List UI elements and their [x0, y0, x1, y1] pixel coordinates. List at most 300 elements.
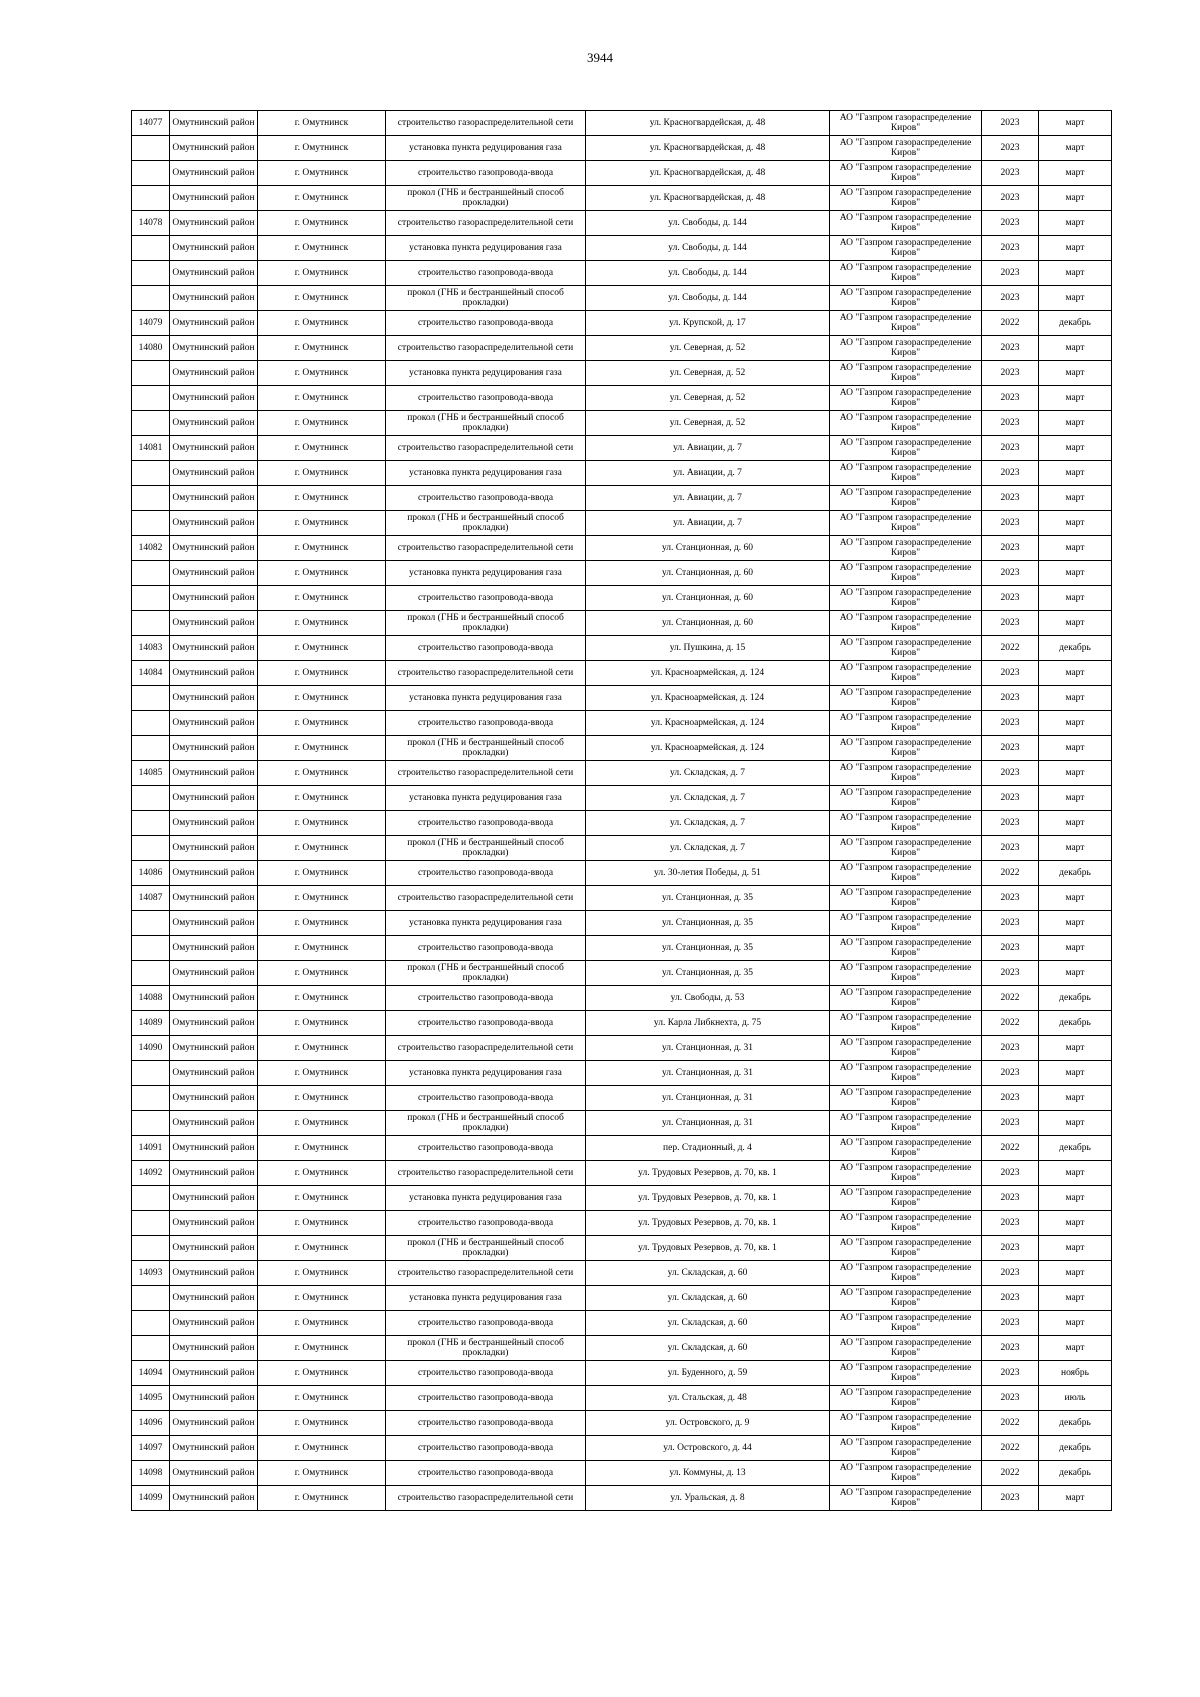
district-cell-text: Омутнинский район — [172, 518, 255, 528]
town-cell — [258, 186, 386, 211]
year-cell-text: 2023 — [1000, 693, 1020, 703]
year-cell-text: 2023 — [1000, 668, 1020, 678]
address-cell — [586, 886, 830, 911]
town-cell — [258, 1111, 386, 1136]
district-cell — [170, 786, 258, 811]
work-type-cell-text: установка пункта редуцирования газа — [409, 143, 562, 153]
table-row — [132, 1061, 1112, 1086]
organization-cell-text: АО "Газпром газораспределение Киров" — [839, 1338, 972, 1358]
record-number-text: 14093 — [138, 1268, 163, 1278]
year-cell — [982, 711, 1039, 736]
year-cell — [982, 386, 1039, 411]
month-cell — [1039, 836, 1112, 861]
organization-cell-text: АО "Газпром газораспределение Киров" — [839, 913, 972, 933]
table-row — [132, 411, 1112, 436]
district-cell — [170, 111, 258, 136]
month-cell — [1039, 711, 1112, 736]
address-cell-text: ул. Станционная, д. 35 — [661, 893, 754, 903]
town-cell — [258, 111, 386, 136]
organization-cell — [830, 361, 982, 386]
address-cell — [586, 1461, 830, 1486]
work-type-cell-text: строительство газопровода-ввода — [417, 1393, 554, 1403]
organization-cell-text: АО "Газпром газораспределение Киров" — [839, 213, 972, 233]
year-cell-text: 2023 — [1000, 218, 1020, 228]
district-cell-text: Омутнинский район — [172, 993, 255, 1003]
record-number — [132, 536, 170, 561]
district-cell — [170, 1161, 258, 1186]
table-row — [132, 586, 1112, 611]
year-cell — [982, 361, 1039, 386]
record-number — [132, 111, 170, 136]
address-cell — [586, 111, 830, 136]
record-number — [132, 286, 170, 311]
district-cell — [170, 1261, 258, 1286]
address-cell — [586, 311, 830, 336]
record-number — [132, 486, 170, 511]
town-cell — [258, 661, 386, 686]
organization-cell — [830, 1311, 982, 1336]
record-number — [132, 1111, 170, 1136]
organization-cell-text: АО "Газпром газораспределение Киров" — [839, 638, 972, 658]
month-cell-text: декабрь — [1059, 643, 1091, 653]
town-cell — [258, 261, 386, 286]
work-type-cell-text: строительство газораспределительной сети — [397, 543, 574, 553]
district-cell-text: Омутнинский район — [172, 1193, 255, 1203]
month-cell — [1039, 986, 1112, 1011]
table-row — [132, 236, 1112, 261]
town-cell-text: г. Омутнинск — [294, 268, 349, 278]
year-cell-text: 2022 — [1000, 1468, 1020, 1478]
district-cell — [170, 886, 258, 911]
district-cell-text: Омутнинский район — [172, 918, 255, 928]
town-cell — [258, 611, 386, 636]
district-cell-text: Омутнинский район — [172, 1218, 255, 1228]
work-type-cell — [386, 411, 586, 436]
town-cell-text: г. Омутнинск — [294, 168, 349, 178]
town-cell — [258, 1336, 386, 1361]
district-cell-text: Омутнинский район — [172, 868, 255, 878]
address-cell — [586, 661, 830, 686]
year-cell — [982, 936, 1039, 961]
work-type-cell-text: прокол (ГНБ и бестраншейный способ прокладки) — [407, 838, 564, 858]
organization-cell-text: АО "Газпром газораспределение Киров" — [839, 1413, 972, 1433]
table-row — [132, 286, 1112, 311]
district-cell-text: Омутнинский район — [172, 618, 255, 628]
town-cell — [258, 1161, 386, 1186]
town-cell-text: г. Омутнинск — [294, 1243, 349, 1253]
month-cell-text: декабрь — [1059, 1418, 1091, 1428]
town-cell — [258, 911, 386, 936]
table-row — [132, 611, 1112, 636]
year-cell-text: 2023 — [1000, 568, 1020, 578]
organization-cell-text: АО "Газпром газораспределение Киров" — [839, 113, 972, 133]
work-type-cell — [386, 1336, 586, 1361]
year-cell-text: 2023 — [1000, 543, 1020, 553]
record-number-text: 14094 — [138, 1368, 163, 1378]
record-number — [132, 1011, 170, 1036]
district-cell-text: Омутнинский район — [172, 268, 255, 278]
work-type-cell — [386, 1211, 586, 1236]
address-cell-text: ул. Красногвардейская, д. 48 — [649, 193, 766, 203]
town-cell-text: г. Омутнинск — [294, 1018, 349, 1028]
town-cell — [258, 586, 386, 611]
work-type-cell — [386, 1236, 586, 1261]
town-cell-text: г. Омутнинск — [294, 593, 349, 603]
record-number — [132, 936, 170, 961]
month-cell-text: март — [1065, 918, 1085, 928]
district-cell — [170, 411, 258, 436]
year-cell — [982, 1311, 1039, 1336]
district-cell-text: Омутнинский район — [172, 1243, 255, 1253]
month-cell — [1039, 936, 1112, 961]
year-cell-text: 2023 — [1000, 1368, 1020, 1378]
table-row — [132, 1236, 1112, 1261]
town-cell-text: г. Омутнинск — [294, 1443, 349, 1453]
town-cell — [258, 636, 386, 661]
town-cell-text: г. Омутнинск — [294, 1168, 349, 1178]
address-cell — [586, 986, 830, 1011]
year-cell-text: 2023 — [1000, 1168, 1020, 1178]
town-cell — [258, 811, 386, 836]
table-row — [132, 761, 1112, 786]
address-cell-text: ул. Крупской, д. 17 — [669, 318, 746, 328]
organization-cell — [830, 736, 982, 761]
month-cell-text: март — [1065, 1493, 1085, 1503]
town-cell — [258, 986, 386, 1011]
record-number-text: 14089 — [138, 1018, 163, 1028]
work-type-cell — [386, 1361, 586, 1386]
work-type-cell — [386, 211, 586, 236]
year-cell — [982, 886, 1039, 911]
town-cell — [258, 686, 386, 711]
organization-cell — [830, 1111, 982, 1136]
record-number — [132, 661, 170, 686]
record-number-text: 14091 — [138, 1143, 163, 1153]
year-cell — [982, 536, 1039, 561]
town-cell-text: г. Омутнинск — [294, 343, 349, 353]
month-cell-text: март — [1065, 143, 1085, 153]
record-number-text: 14082 — [138, 543, 163, 553]
organization-cell — [830, 111, 982, 136]
year-cell — [982, 1461, 1039, 1486]
address-cell-text: ул. Северная, д. 52 — [669, 343, 746, 353]
work-type-cell-text: установка пункта редуцирования газа — [409, 793, 562, 803]
year-cell-text: 2023 — [1000, 1118, 1020, 1128]
organization-cell — [830, 161, 982, 186]
town-cell — [258, 436, 386, 461]
month-cell-text: март — [1065, 743, 1085, 753]
work-type-cell-text: строительство газораспределительной сети — [397, 1168, 574, 1178]
organization-cell-text: АО "Газпром газораспределение Киров" — [839, 438, 972, 458]
address-cell-text: ул. Складская, д. 60 — [667, 1318, 748, 1328]
address-cell-text: ул. Авиации, д. 7 — [673, 493, 742, 503]
work-type-cell — [386, 886, 586, 911]
district-cell — [170, 1436, 258, 1461]
address-cell-text: ул. Складская, д. 7 — [670, 768, 745, 778]
record-number — [132, 1286, 170, 1311]
record-number-text: 14085 — [138, 768, 163, 778]
organization-cell — [830, 836, 982, 861]
address-cell — [586, 236, 830, 261]
address-cell — [586, 486, 830, 511]
district-cell-text: Омутнинский район — [172, 1168, 255, 1178]
address-cell-text: ул. Станционная, д. 35 — [661, 943, 754, 953]
address-cell-text: ул. Островского, д. 9 — [665, 1418, 750, 1428]
organization-cell-text: АО "Газпром газораспределение Киров" — [839, 788, 972, 808]
address-cell — [586, 461, 830, 486]
table-row — [132, 661, 1112, 686]
month-cell — [1039, 1411, 1112, 1436]
organization-cell — [830, 1186, 982, 1211]
work-type-cell — [386, 711, 586, 736]
district-cell — [170, 661, 258, 686]
year-cell-text: 2023 — [1000, 1218, 1020, 1228]
address-cell — [586, 1411, 830, 1436]
district-cell — [170, 1011, 258, 1036]
district-cell — [170, 1061, 258, 1086]
table-row — [132, 636, 1112, 661]
address-cell-text: ул. Пушкина, д. 15 — [669, 643, 746, 653]
work-type-cell-text: строительство газопровода-ввода — [417, 1318, 554, 1328]
year-cell-text: 2023 — [1000, 718, 1020, 728]
month-cell-text: декабрь — [1059, 1443, 1091, 1453]
month-cell-text: март — [1065, 568, 1085, 578]
organization-cell — [830, 1261, 982, 1286]
district-cell-text: Омутнинский район — [172, 718, 255, 728]
town-cell-text: г. Омутнинск — [294, 843, 349, 853]
organization-cell — [830, 786, 982, 811]
district-cell — [170, 1361, 258, 1386]
organization-cell-text: АО "Газпром газораспределение Киров" — [839, 1013, 972, 1033]
year-cell — [982, 161, 1039, 186]
year-cell — [982, 336, 1039, 361]
work-type-cell-text: строительство газопровода-ввода — [417, 593, 554, 603]
work-type-cell-text: установка пункта редуцирования газа — [409, 1293, 562, 1303]
town-cell-text: г. Омутнинск — [294, 218, 349, 228]
work-type-cell-text: строительство газораспределительной сети — [397, 118, 574, 128]
address-cell-text: ул. Уральская, д. 8 — [670, 1493, 745, 1503]
work-type-cell-text: строительство газораспределительной сети — [397, 1268, 574, 1278]
year-cell-text: 2023 — [1000, 518, 1020, 528]
address-cell-text: ул. Складская, д. 7 — [670, 843, 745, 853]
town-cell — [258, 886, 386, 911]
district-cell — [170, 336, 258, 361]
month-cell-text: март — [1065, 343, 1085, 353]
work-type-cell — [386, 836, 586, 861]
month-cell-text: март — [1065, 1243, 1085, 1253]
record-number — [132, 461, 170, 486]
work-type-cell-text: установка пункта редуцирования газа — [409, 568, 562, 578]
work-type-cell-text: строительство газораспределительной сети — [397, 1493, 574, 1503]
organization-cell — [830, 1136, 982, 1161]
year-cell — [982, 1486, 1039, 1511]
work-type-cell — [386, 1186, 586, 1211]
work-type-cell-text: прокол (ГНБ и бестраншейный способ прокладки) — [407, 613, 564, 633]
organization-cell-text: АО "Газпром газораспределение Киров" — [839, 1088, 972, 1108]
record-number-text: 14096 — [138, 1418, 163, 1428]
address-cell — [586, 386, 830, 411]
work-type-cell — [386, 686, 586, 711]
organization-cell — [830, 661, 982, 686]
month-cell-text: март — [1065, 818, 1085, 828]
table-row — [132, 561, 1112, 586]
town-cell — [258, 1386, 386, 1411]
work-type-cell — [386, 236, 586, 261]
year-cell — [982, 961, 1039, 986]
district-cell-text: Омутнинский район — [172, 1093, 255, 1103]
town-cell — [258, 1436, 386, 1461]
town-cell-text: г. Омутнинск — [294, 243, 349, 253]
month-cell-text: декабрь — [1059, 1143, 1091, 1153]
address-cell — [586, 511, 830, 536]
work-type-cell — [386, 261, 586, 286]
table-row — [132, 936, 1112, 961]
address-cell-text: ул. Свободы, д. 144 — [668, 218, 747, 228]
address-cell-text: ул. Складская, д. 60 — [667, 1293, 748, 1303]
district-cell-text: Омутнинский район — [172, 1368, 255, 1378]
town-cell-text: г. Омутнинск — [294, 693, 349, 703]
year-cell-text: 2022 — [1000, 1018, 1020, 1028]
district-cell — [170, 811, 258, 836]
work-type-cell-text: прокол (ГНБ и бестраншейный способ прокладки) — [407, 513, 564, 533]
table-row — [132, 1136, 1112, 1161]
organization-cell-text: АО "Газпром газораспределение Киров" — [839, 1488, 972, 1508]
organization-cell — [830, 611, 982, 636]
year-cell — [982, 1161, 1039, 1186]
town-cell-text: г. Омутнинск — [294, 1143, 349, 1153]
work-type-cell-text: установка пункта редуцирования газа — [409, 918, 562, 928]
year-cell-text: 2023 — [1000, 743, 1020, 753]
district-cell — [170, 711, 258, 736]
town-cell-text: г. Омутнинск — [294, 718, 349, 728]
record-number — [132, 236, 170, 261]
year-cell-text: 2023 — [1000, 1493, 1020, 1503]
year-cell-text: 2023 — [1000, 243, 1020, 253]
address-cell — [586, 1186, 830, 1211]
district-cell — [170, 1461, 258, 1486]
year-cell — [982, 686, 1039, 711]
record-number — [132, 836, 170, 861]
work-type-cell — [386, 1261, 586, 1286]
record-number — [132, 586, 170, 611]
year-cell — [982, 986, 1039, 1011]
record-number — [132, 311, 170, 336]
district-cell — [170, 211, 258, 236]
address-cell — [586, 1136, 830, 1161]
district-cell — [170, 1336, 258, 1361]
month-cell — [1039, 1461, 1112, 1486]
organization-cell-text: АО "Газпром газораспределение Киров" — [839, 938, 972, 958]
record-number-text: 14090 — [138, 1043, 163, 1053]
work-type-cell — [386, 511, 586, 536]
district-cell — [170, 461, 258, 486]
work-type-cell-text: прокол (ГНБ и бестраншейный способ прокладки) — [407, 413, 564, 433]
record-number — [132, 711, 170, 736]
year-cell-text: 2023 — [1000, 268, 1020, 278]
year-cell-text: 2023 — [1000, 893, 1020, 903]
month-cell — [1039, 1286, 1112, 1311]
district-cell — [170, 961, 258, 986]
address-cell — [586, 811, 830, 836]
month-cell — [1039, 536, 1112, 561]
table-row — [132, 536, 1112, 561]
organization-cell-text: АО "Газпром газораспределение Киров" — [839, 1113, 972, 1133]
district-cell — [170, 1211, 258, 1236]
address-cell — [586, 761, 830, 786]
town-cell-text: г. Омутнинск — [294, 118, 349, 128]
work-type-cell — [386, 636, 586, 661]
record-number — [132, 686, 170, 711]
record-number — [132, 261, 170, 286]
year-cell-text: 2022 — [1000, 993, 1020, 1003]
year-cell — [982, 211, 1039, 236]
district-cell — [170, 1236, 258, 1261]
town-cell-text: г. Омутнинск — [294, 893, 349, 903]
month-cell — [1039, 1036, 1112, 1061]
table-row — [132, 836, 1112, 861]
table-row — [132, 186, 1112, 211]
work-type-cell — [386, 461, 586, 486]
district-cell-text: Омутнинский район — [172, 1118, 255, 1128]
address-cell — [586, 211, 830, 236]
work-type-cell-text: строительство газопровода-ввода — [417, 168, 554, 178]
district-cell-text: Омутнинский район — [172, 1418, 255, 1428]
table-row — [132, 161, 1112, 186]
table-row — [132, 986, 1112, 1011]
address-cell-text: ул. Красноармейская, д. 124 — [650, 668, 765, 678]
district-cell-text: Омутнинский район — [172, 743, 255, 753]
work-type-cell — [386, 486, 586, 511]
town-cell — [258, 1461, 386, 1486]
month-cell — [1039, 311, 1112, 336]
organization-cell-text: АО "Газпром газораспределение Киров" — [839, 1188, 972, 1208]
town-cell-text: г. Омутнинск — [294, 643, 349, 653]
record-number — [132, 911, 170, 936]
page-number: 3944 — [587, 50, 613, 65]
month-cell-text: март — [1065, 518, 1085, 528]
district-cell-text: Омутнинский район — [172, 293, 255, 303]
year-cell-text: 2023 — [1000, 843, 1020, 853]
table-row — [132, 1311, 1112, 1336]
year-cell — [982, 861, 1039, 886]
month-cell-text: март — [1065, 1268, 1085, 1278]
month-cell — [1039, 586, 1112, 611]
address-cell — [586, 1086, 830, 1111]
work-type-cell — [386, 336, 586, 361]
month-cell-text: март — [1065, 843, 1085, 853]
work-type-cell — [386, 1111, 586, 1136]
month-cell — [1039, 286, 1112, 311]
month-cell — [1039, 436, 1112, 461]
record-number-text: 14078 — [138, 218, 163, 228]
work-type-cell-text: строительство газопровода-ввода — [417, 818, 554, 828]
table-row — [132, 1361, 1112, 1386]
address-cell-text: ул. Складская, д. 60 — [667, 1343, 748, 1353]
organization-cell-text: АО "Газпром газораспределение Киров" — [839, 588, 972, 608]
work-type-cell — [386, 911, 586, 936]
month-cell-text: март — [1065, 418, 1085, 428]
district-cell — [170, 136, 258, 161]
year-cell — [982, 1186, 1039, 1211]
district-cell — [170, 936, 258, 961]
table-row — [132, 336, 1112, 361]
organization-cell — [830, 1086, 982, 1111]
work-type-cell — [386, 586, 586, 611]
year-cell — [982, 486, 1039, 511]
town-cell — [258, 736, 386, 761]
address-cell — [586, 836, 830, 861]
town-cell-text: г. Омутнинск — [294, 868, 349, 878]
